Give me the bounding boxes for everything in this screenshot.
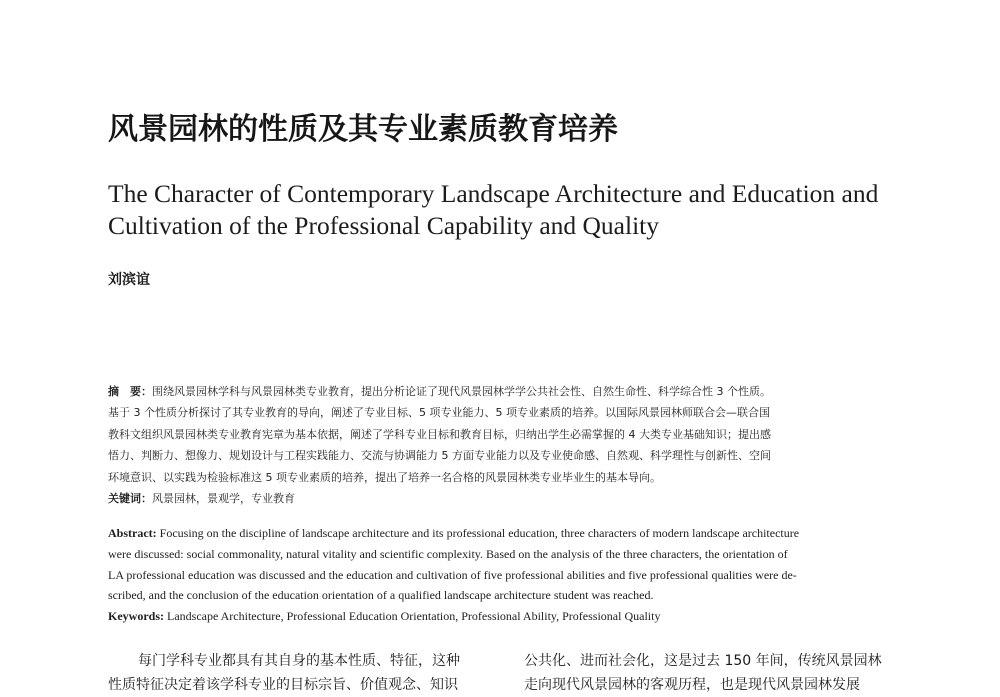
abstract-chinese-line (108, 381, 904, 402)
abstract-chinese (108, 381, 904, 509)
abstract-english-text: Focusing on the discipline of landscape architecture and its professional education, three characters of modern landscape architecture (156, 526, 800, 540)
keywords-english-label: Keywords: (108, 609, 164, 624)
body-line: 每门学科专业都具有其自身的基本性质、特征，这种 (138, 653, 460, 669)
abstract-chinese-line: 基于 3 个性质分析探讨了其专业教育的导向，阐述了专业目标、5 项专业能力、5 项专业素质的培养。以国际风景园林师联合会—联合国 (108, 406, 770, 420)
body-line: 公共化、进而社会化，这是过去 150 年间，传统风景园林 (524, 653, 882, 669)
abstract-chinese-line: 悟力、判断力、想像力、规划设计与工程实践能力、交流与协调能力 5 方面专业能力以及专业使命感、自然观、科学理性与创新性、空间 (108, 449, 771, 463)
abstract-english-line: LA professional education was discussed and the education and cultivation of five professional abilities and five professional qualities were de- (108, 567, 797, 582)
title-english (108, 178, 908, 242)
keywords-english (108, 606, 904, 627)
body-column-left (108, 649, 488, 697)
abstract-chinese-line: 教科文组织风景园林类专业教育宪章为基本依据，阐述了学科专业目标和教育目标，归纳出学生必需掌握的 4 大类专业基础知识；提出感 (108, 427, 771, 441)
title-english-line: The Character of Contemporary Landscape Architecture and Education and (108, 179, 879, 208)
title-english-line: Cultivation of the Professional Capability and Quality (108, 211, 660, 240)
abstract-english (108, 523, 904, 627)
abstract-english-line: were discussed: social commonality, natural vitality and scientific complexity. Based on the analysis of the three characters, the orientation of (108, 546, 788, 561)
author-name: 刘滨谊 (108, 272, 150, 288)
keywords-chinese-text: 风景园林，景观学，专业教育 (152, 492, 295, 506)
abstract-chinese-text: 围绕风景园林学科与风景园林类专业教育，提出分析论证了现代风景园林学学公共社会性、自然生命性、科学综合性 3 个性质。 (152, 385, 771, 398)
abstract-english-line (108, 523, 904, 544)
abstract-chinese-line: 环境意识、以实践为检验标准这 5 项专业素质的培养，提出了培养一名合格的风景园林类专业毕业生的基本导向。 (108, 470, 661, 484)
keywords-chinese-label: 关键词： (108, 492, 152, 506)
title-chinese: 风景园林的性质及其专业素质教育培养 (108, 112, 618, 147)
abstract-chinese-label: 摘 要： (108, 385, 152, 398)
abstract-english-label: Abstract: (108, 526, 157, 540)
body-column-right (524, 649, 904, 697)
keywords-chinese (108, 488, 904, 509)
body-line: 走向现代风景园林的客观历程，也是现代风景园林发展 (524, 677, 860, 693)
keywords-english-text: Landscape Architecture, Professional Education Orientation, Professional Ability, Professional Quality (164, 609, 661, 624)
abstract-english-line: scribed, and the conclusion of the education orientation of a qualified landscape architecture student was reached. (108, 588, 654, 603)
body-line: 性质特征决定着该学科专业的目标宗旨、价值观念、知识 (108, 677, 458, 693)
